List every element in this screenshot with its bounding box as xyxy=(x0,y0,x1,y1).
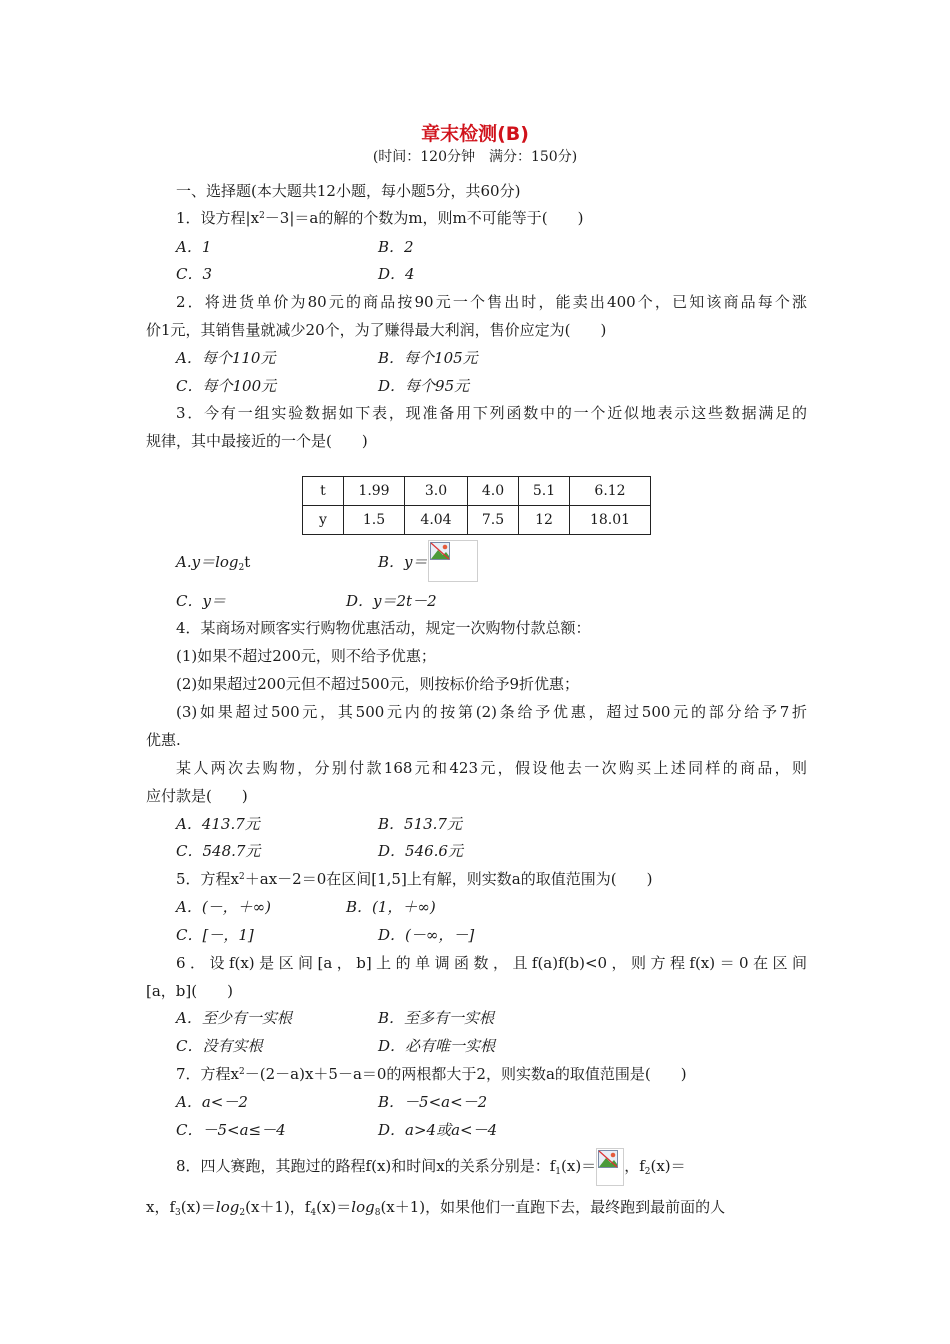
q2-option-c: C．每个100元 xyxy=(176,377,277,395)
table-row xyxy=(303,506,651,535)
q2-option-a: A．每个110元 xyxy=(176,349,276,367)
table-cell: 4.0 xyxy=(468,477,519,506)
table-row xyxy=(303,477,651,506)
experiment-data-table xyxy=(302,476,651,535)
q1-option-a: A．1 xyxy=(176,238,212,256)
q5-option-b: B．(1，＋∞) xyxy=(346,898,436,916)
q3-option-d: D．y＝2t－2 xyxy=(346,592,437,610)
question-4-line-6: 应付款是( ) xyxy=(146,787,248,805)
table-cell: t xyxy=(303,477,344,506)
question-8-line-1: 8．四人赛跑，其跑过的路程f(x)和时间x的关系分别是：$f_1(x)=$ ，$f_2(x)=$ xyxy=(176,1148,807,1186)
q7-option-b: B．－5<a<－2 xyxy=(378,1093,488,1111)
table-cell: 12 xyxy=(519,506,570,535)
q7-option-a: A．a<－2 xyxy=(176,1093,248,1111)
broken-image-icon xyxy=(428,540,478,582)
q1-option-c: C．3 xyxy=(176,265,213,283)
table-cell: 4.04 xyxy=(405,506,468,535)
q2-option-d: D．每个95元 xyxy=(378,377,470,395)
q6-option-b: B．至多有一实根 xyxy=(378,1009,495,1027)
q3-option-b: B．y＝ xyxy=(378,540,478,582)
table-cell: 1.99 xyxy=(344,477,405,506)
table-cell: 7.5 xyxy=(468,506,519,535)
table-cell: 1.5 xyxy=(344,506,405,535)
q1-option-d: D．4 xyxy=(378,265,415,283)
q4-option-c: C．548.7元 xyxy=(176,842,261,860)
q5-option-c: C．[－，1] xyxy=(176,926,254,944)
broken-image-icon xyxy=(596,1148,624,1186)
question-1-stem: 1．设方程$|x^2-3|=a$的解的个数为m，则m不可能等于( ) xyxy=(176,209,584,227)
question-7-stem: 7．方程$x^2-(2-a)x+5-a=0$的两根都大于2，则实数a的取值范围是( ) xyxy=(176,1065,687,1083)
q7-option-d: D．a>4或a<－4 xyxy=(378,1121,498,1139)
section-heading: 一、选择题(本大题共12小题，每小题5分，共60分) xyxy=(176,182,521,200)
q4-option-b: B．513.7元 xyxy=(378,815,462,833)
q2-option-b: B．每个105元 xyxy=(378,349,478,367)
question-6-line-1: 6．设f(x)是区间[a，b]上的单调函数，且f(a)f(b)<0，则方程f(x)＝0在区间 xyxy=(176,954,807,972)
q5-option-a: A．(－，＋∞) xyxy=(176,898,272,916)
question-4-line-5: 某人两次去购物，分别付款168元和423元，假设他去一次购买上述同样的商品，则 xyxy=(176,759,807,777)
question-2-line-1: 2．将进货单价为80元的商品按90元一个售出时，能卖出400个，已知该商品每个涨 xyxy=(176,293,807,311)
q3-option-c: C．y＝ xyxy=(176,592,226,610)
question-3-line-2: 规律，其中最接近的一个是( ) xyxy=(146,432,368,450)
table-cell: y xyxy=(303,506,344,535)
question-5-stem: 5．方程$x^2+ax-2=0$在区间[1,5]上有解，则实数a的取值范围为( ) xyxy=(176,870,653,888)
question-4-item-2: (2)如果超过200元但不超过500元，则按标价给予9折优惠； xyxy=(176,675,580,693)
table-cell: 3.0 xyxy=(405,477,468,506)
page-title: 章末检测(B) xyxy=(421,123,529,145)
q5-option-d: D．(－∞，－] xyxy=(378,926,475,944)
q4-option-a: A．413.7元 xyxy=(176,815,260,833)
q7-option-c: C．－5<a≤－4 xyxy=(176,1121,286,1139)
question-4-line-1: 4．某商场对顾客实行购物优惠活动，规定一次购物付款总额： xyxy=(176,619,591,637)
table-cell: 6.12 xyxy=(570,477,651,506)
table-cell: 18.01 xyxy=(570,506,651,535)
q6-option-c: C．没有实根 xyxy=(176,1037,263,1055)
question-3-line-1: 3．今有一组实验数据如下表，现准备用下列函数中的一个近似地表示这些数据满足的 xyxy=(176,404,807,422)
table-cell: 5.1 xyxy=(519,477,570,506)
question-6-line-2: [a，b]( ) xyxy=(146,982,233,1000)
exam-info: (时间：120分钟 满分：150分) xyxy=(372,149,578,165)
q3-option-a: $A.y=\log_2t$ xyxy=(176,553,251,573)
question-4-item-3: (3)如果超过500元，其500元内的按第(2)条给予优惠，超过500元的部分给予7折 xyxy=(176,703,807,721)
question-4-item-3-cont: 优惠. xyxy=(146,731,181,749)
q6-option-a: A．至少有一实根 xyxy=(176,1009,292,1027)
question-8-line-2: x，$f_3(x)=\log_2(x+1)$，$f_4(x)=\log_8(x+1)$，如果他们一直跑下去，最终跑到最前面的人 xyxy=(146,1198,726,1218)
q4-option-d: D．546.6元 xyxy=(378,842,463,860)
q6-option-d: D．必有唯一实根 xyxy=(378,1037,496,1055)
question-2-line-2: 价1元，其销售量就减少20个，为了赚得最大利润，售价应定为( ) xyxy=(146,321,607,339)
question-4-item-1: (1)如果不超过200元，则不给予优惠； xyxy=(176,647,436,665)
q1-option-b: B．2 xyxy=(378,238,414,256)
